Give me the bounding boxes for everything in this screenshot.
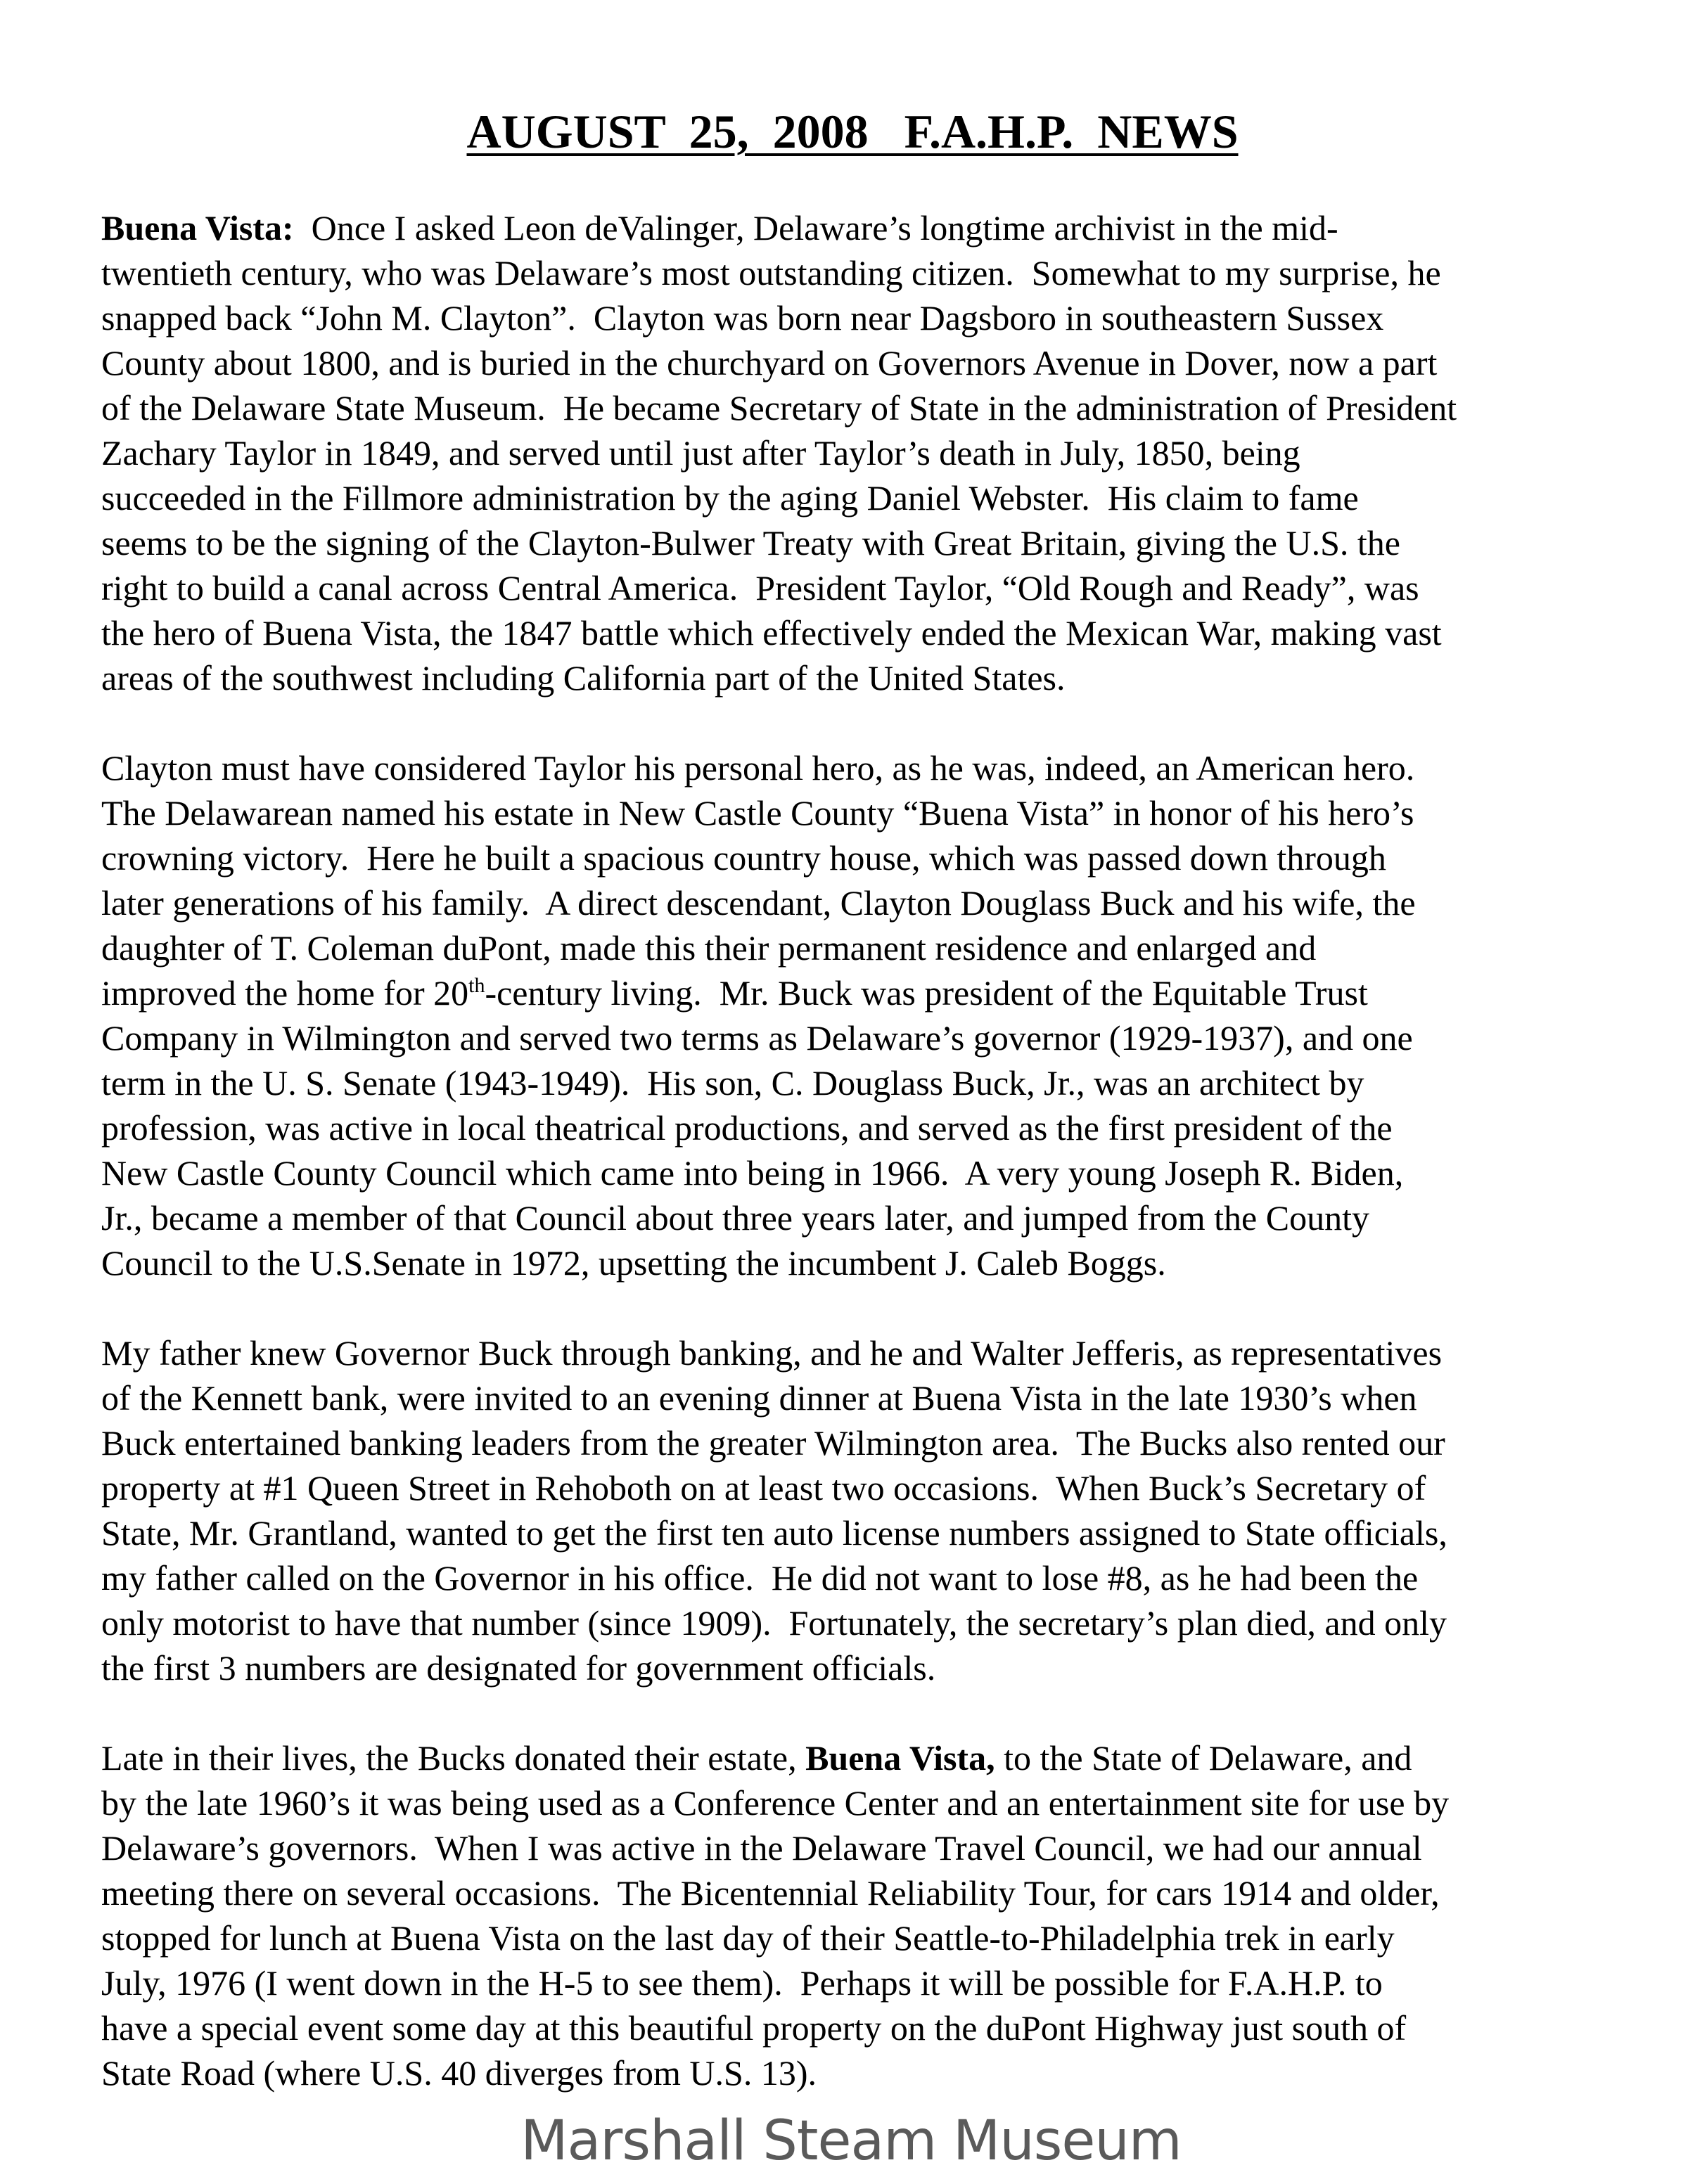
text-line: [101, 430, 1620, 475]
text-line: [101, 1825, 1620, 1870]
text-line: [101, 1195, 1620, 1240]
text-line: [101, 1240, 1620, 1285]
text-line: [101, 880, 1620, 925]
bold-text: Buena Vista,: [805, 1738, 995, 1778]
text-segment: The Delawarean named his estate in New Castle County “Buena Vista” in honor of his hero’s: [101, 793, 1414, 833]
text-segment: only motorist to have that number (since 1909). Fortunately, the secretary’s plan died, and only: [101, 1603, 1447, 1643]
paragraph: [101, 1330, 1620, 1690]
text-line: [101, 385, 1620, 430]
text-segment: Jr., became a member of that Council about three years later, and jumped from the County: [101, 1198, 1369, 1238]
text-segment: Buck entertained banking leaders from the greater Wilmington area. The Bucks also rented our: [101, 1423, 1445, 1463]
text-segment: County about 1800, and is buried in the churchyard on Governors Avenue in Dover, now a part: [101, 343, 1438, 383]
text-segment: property at #1 Queen Street in Rehoboth on at least two occasions. When Buck’s Secretary of: [101, 1468, 1426, 1508]
text-line: [101, 1015, 1620, 1060]
text-segment: July, 1976 (I went down in the H-5 to see them). Perhaps it will be possible for F.A.H.P. to: [101, 1963, 1383, 2003]
paragraph: [101, 205, 1620, 700]
text-segment: succeeded in the Fillmore administration by the aging Daniel Webster. His claim to fame: [101, 478, 1359, 518]
text-line: [101, 925, 1620, 970]
text-segment: areas of the southwest including California part of the United States.: [101, 658, 1066, 698]
text-line: [101, 2005, 1620, 2050]
text-line: [101, 1375, 1620, 1420]
text-segment: Once I asked Leon deValinger, Delaware’s longtime archivist in the mid-: [293, 208, 1338, 248]
text-line: [101, 1915, 1620, 1960]
text-segment: Zachary Taylor in 1849, and served until just after Taylor’s death in July, 1850, being: [101, 433, 1300, 473]
text-segment: twentieth century, who was Delaware’s most outstanding citizen. Somewhat to my surprise, he: [101, 253, 1441, 293]
text-segment: profession, was active in local theatrical productions, and served as the first president of the: [101, 1108, 1393, 1148]
text-segment: have a special event some day at this beautiful property on the duPont Highway just south of: [101, 2008, 1407, 2048]
paragraph: [101, 1735, 1620, 2095]
text-line: [101, 610, 1620, 655]
text-line: [101, 1420, 1620, 1465]
text-segment: Clayton must have considered Taylor his personal hero, as he was, indeed, an American hero.: [101, 748, 1415, 788]
text-line: [101, 1960, 1620, 2005]
text-line: [101, 1600, 1620, 1645]
text-line: [101, 790, 1620, 835]
text-segment: my father called on the Governor in his office. He did not want to lose #8, as he had been the: [101, 1558, 1419, 1598]
text-segment: Delaware’s governors. When I was active in the Delaware Travel Council, we had our annual: [101, 1828, 1422, 1868]
text-segment: stopped for lunch at Buena Vista on the last day of their Seattle-to-Philadelphia trek in early: [101, 1918, 1395, 1958]
text-segment: meeting there on several occasions. The Bicentennial Reliability Tour, for cars 1914 and older,: [101, 1873, 1440, 1913]
text-segment: Late in their lives, the Bucks donated their estate,: [101, 1738, 806, 1778]
text-segment: by the late 1960’s it was being used as a Conference Center and an entertainment site for use by: [101, 1783, 1450, 1823]
text-line: [101, 1330, 1620, 1375]
text-segment: daughter of T. Coleman duPont, made this their permanent residence and enlarged and: [101, 928, 1317, 968]
text-line: [101, 475, 1620, 520]
text-segment: Company in Wilmington and served two terms as Delaware’s governor (1929-1937), and one: [101, 1018, 1413, 1058]
text-line: [101, 1465, 1620, 1510]
watermark: Marshall Steam Museum: [520, 2109, 1182, 2173]
text-line: [101, 655, 1620, 700]
text-line: [101, 835, 1620, 880]
text-line: [101, 565, 1620, 610]
text-segment: State Road (where U.S. 40 diverges from U.S. 13).: [101, 2053, 817, 2093]
text-line: [101, 1735, 1620, 1780]
text-segment: My father knew Governor Buck through banking, and he and Walter Jefferis, as representatives: [101, 1333, 1443, 1373]
text-segment: term in the U. S. Senate (1943-1949). His son, C. Douglass Buck, Jr., was an architect by: [101, 1063, 1364, 1103]
text-segment: the hero of Buena Vista, the 1847 battle which effectively ended the Mexican War, making vast: [101, 613, 1442, 653]
page-title: AUGUST 25, 2008 F.A.H.P. NEWS: [466, 105, 1239, 158]
text-segment: seems to be the signing of the Clayton-Bulwer Treaty with Great Britain, giving the U.S. the: [101, 523, 1400, 563]
text-line: [101, 205, 1620, 250]
text-segment: of the Kennett bank, were invited to an evening dinner at Buena Vista in the late 1930’s when: [101, 1378, 1417, 1418]
text-line: [101, 970, 1620, 1015]
text-segment: -century living. Mr. Buck was president of the Equitable Trust: [485, 973, 1368, 1013]
superscript-text: th: [468, 974, 485, 997]
bold-text: Buena Vista:: [101, 208, 294, 248]
text-line: [101, 1780, 1620, 1825]
text-line: [101, 1645, 1620, 1690]
paragraph: [101, 745, 1620, 1285]
text-segment: later generations of his family. A direct descendant, Clayton Douglass Buck and his wife, the: [101, 883, 1416, 923]
text-segment: improved the home for 20: [101, 973, 469, 1013]
article-body: [101, 205, 1620, 2140]
text-segment: to the State of Delaware, and: [995, 1738, 1412, 1778]
text-line: [101, 250, 1620, 295]
text-segment: crowning victory. Here he built a spacious country house, which was passed down through: [101, 838, 1386, 878]
text-segment: of the Delaware State Museum. He became Secretary of State in the administration of President: [101, 388, 1457, 428]
text-line: [101, 1150, 1620, 1195]
text-segment: Council to the U.S.Senate in 1972, upsetting the incumbent J. Caleb Boggs.: [101, 1243, 1166, 1283]
text-segment: snapped back “John M. Clayton”. Clayton was born near Dagsboro in southeastern Sussex: [101, 298, 1384, 338]
text-line: [101, 1870, 1620, 1915]
text-line: [101, 1510, 1620, 1555]
text-line: [101, 1060, 1620, 1105]
text-line: [101, 745, 1620, 790]
text-line: [101, 520, 1620, 565]
text-segment: State, Mr. Grantland, wanted to get the first ten auto license numbers assigned to State officials,: [101, 1513, 1447, 1553]
text-line: [101, 295, 1620, 340]
text-segment: the first 3 numbers are designated for government officials.: [101, 1648, 936, 1688]
text-line: [101, 1555, 1620, 1600]
text-segment: New Castle County Council which came into being in 1966. A very young Joseph R. Biden,: [101, 1153, 1404, 1193]
text-line: [101, 1105, 1620, 1150]
text-line: [101, 340, 1620, 385]
text-line: [101, 2050, 1620, 2095]
text-segment: right to build a canal across Central America. President Taylor, “Old Rough and Ready”, was: [101, 568, 1419, 608]
